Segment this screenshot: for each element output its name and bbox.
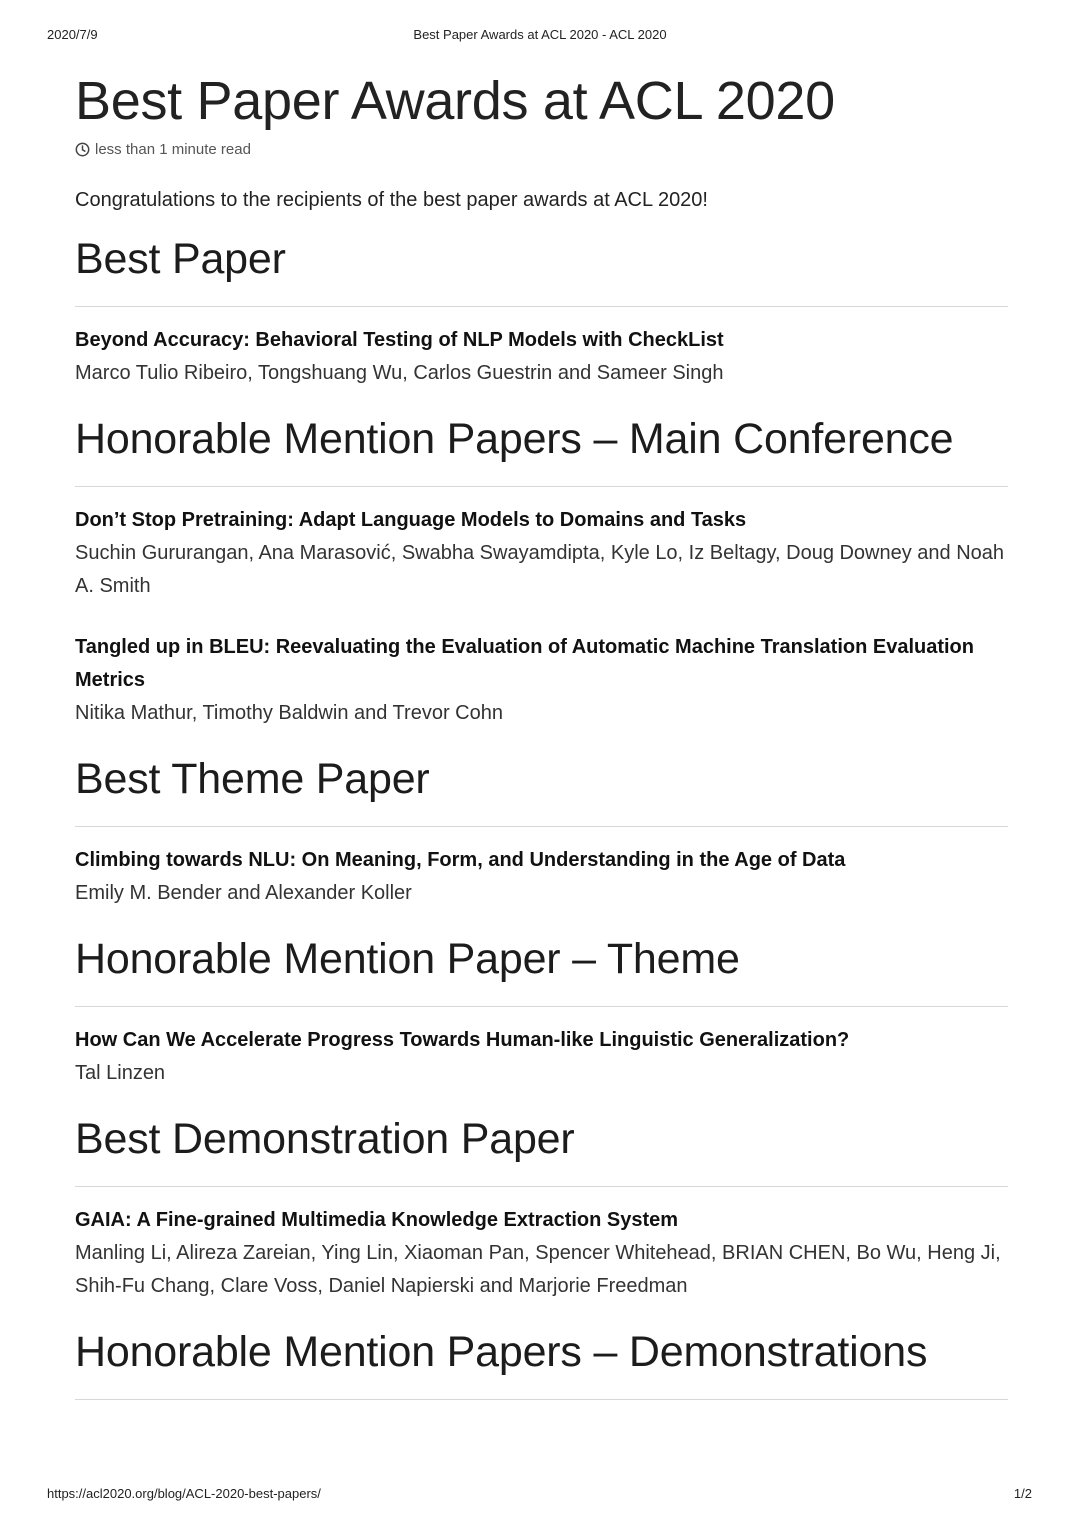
paper-title: Climbing towards NLU: On Meaning, Form, and Understanding in the Age of Data [75,849,846,871]
paper-title: Tangled up in BLEU: Reevaluating the Evaluation of Automatic Machine Translation Evaluation Metrics [75,636,974,691]
print-url: https://acl2020.org/blog/ACL-2020-best-papers/ [47,1486,321,1501]
print-doc-title: Best Paper Awards at ACL 2020 - ACL 2020 [413,27,667,42]
paper-title: Beyond Accuracy: Behavioral Testing of NLP Models with CheckList [75,329,724,351]
divider [75,1006,1008,1007]
article [75,66,1008,1400]
section-heading-best-theme: Best Theme Paper [75,755,430,803]
paper-entry [75,1204,1008,1303]
paper-entry [75,504,1008,603]
read-time [75,139,1008,159]
section-heading-best-paper: Best Paper [75,235,286,283]
page-title: Best Paper Awards at ACL 2020 [75,71,835,131]
paper-entry [75,1024,1008,1090]
clock-icon [75,142,90,157]
paper-title: How Can We Accelerate Progress Towards Human-like Linguistic Generalization? [75,1029,850,1051]
divider [75,306,1008,307]
divider [75,826,1008,827]
section-heading-honorable-main: Honorable Mention Papers – Main Conference [75,415,954,463]
paper-authors: Emily M. Bender and Alexander Koller [75,882,412,904]
paper-authors: Tal Linzen [75,1062,166,1084]
section-heading-honorable-theme: Honorable Mention Paper – Theme [75,935,740,983]
print-header [0,27,1080,45]
intro-text: Congratulations to the recipients of the best paper awards at ACL 2020! [75,189,708,211]
paper-entry [75,631,1008,730]
divider [75,486,1008,487]
section-heading-honorable-demo: Honorable Mention Papers – Demonstrations [75,1328,928,1376]
print-date: 2020/7/9 [47,27,98,42]
section-heading-best-demo: Best Demonstration Paper [75,1115,575,1163]
paper-authors: Suchin Gururangan, Ana Marasović, Swabha Swayamdipta, Kyle Lo, Iz Beltagy, Doug Downey and Noah A. Smith [75,542,1005,597]
print-footer [0,1486,1080,1504]
page-number: 1/2 [1013,1486,1032,1501]
divider [75,1186,1008,1187]
paper-authors: Marco Tulio Ribeiro, Tongshuang Wu, Carlos Guestrin and Sameer Singh [75,362,724,384]
paper-title: Don’t Stop Pretraining: Adapt Language Models to Domains and Tasks [75,509,747,531]
paper-entry [75,844,1008,910]
read-time-label: less than 1 minute read [95,140,251,158]
divider [75,1399,1008,1400]
paper-authors: Manling Li, Alireza Zareian, Ying Lin, Xiaoman Pan, Spencer Whitehead, BRIAN CHEN, Bo Wu, Heng Ji, Shih-Fu Chang, Clare Voss, Daniel Napierski and Marjorie Freedman [75,1242,1001,1297]
paper-title: GAIA: A Fine-grained Multimedia Knowledge Extraction System [75,1209,679,1231]
paper-authors: Nitika Mathur, Timothy Baldwin and Trevor Cohn [75,702,503,724]
paper-entry [75,324,1008,390]
